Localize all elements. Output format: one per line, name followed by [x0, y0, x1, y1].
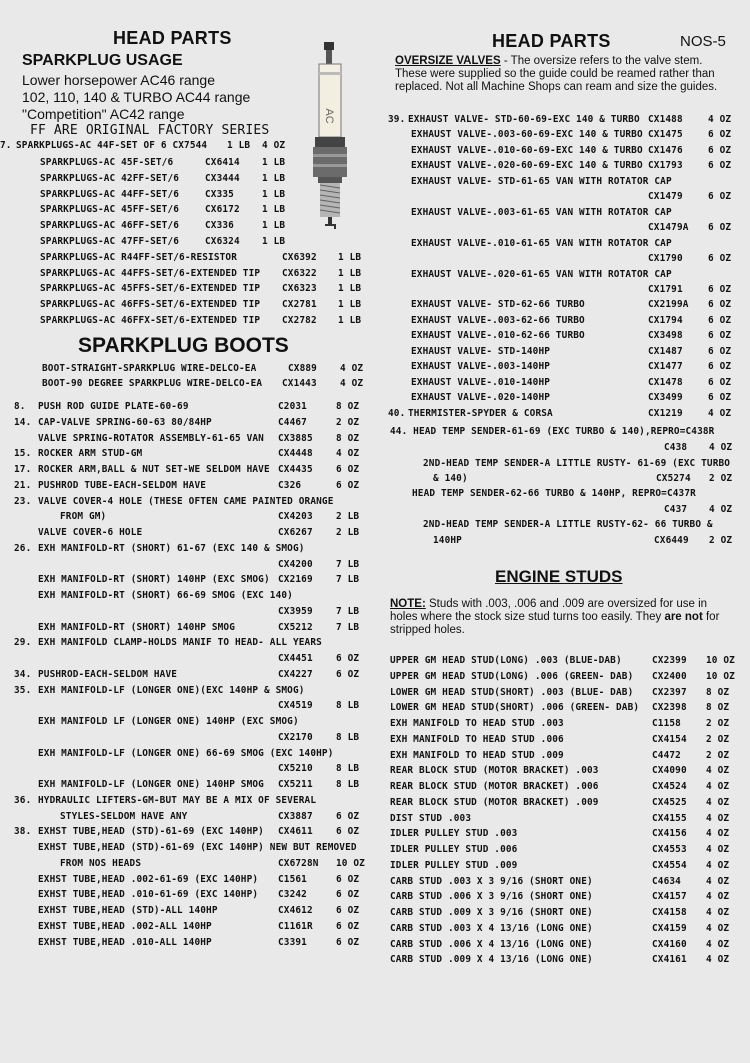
usage-line-2: 102, 110, 140 & TURBO AC44 range: [22, 89, 251, 105]
sparkplug-image: [305, 42, 355, 232]
oversize-note: [395, 55, 737, 94]
list-item: BOOT-90 DEGREE SPARKPLUG WIRE-DELCO-EA CX1443 4 OZ: [42, 378, 364, 389]
sparkplug-usage-title: SPARKPLUG USAGE: [22, 52, 183, 69]
usage-line-1: Lower horsepower AC46 range: [22, 72, 216, 88]
ff-line: FF ARE ORIGINAL FACTORY SERIES: [30, 123, 270, 138]
note-text: Studs with .003, .006 and .009 are oversized for use in holes where the stock size stud turns too easily. They: [390, 598, 708, 623]
list-item: BOOT-STRAIGHT-SPARKPLUG WIRE-DELCO-EA CX889 4 OZ: [42, 363, 364, 374]
usage-line-3: "Competition" AC42 range: [22, 106, 185, 122]
note-tail: for stripped holes.: [390, 611, 720, 636]
studs-note: [390, 598, 735, 637]
left-page-title: HEAD PARTS: [113, 28, 232, 48]
engine-studs-title: ENGINE STUDS: [495, 567, 623, 586]
right-page-title: HEAD PARTS: [492, 31, 611, 51]
list-item: 7. SPARKPLUGS-AC 44F-SET OF 6 CX7544 1 LB 4 OZ: [0, 140, 286, 151]
oversize-text: - The oversize refers to the valve stem. These were supplied so the guide could be reamed rather than replaced. Not all Machine Shops can ream and size the guides.: [395, 55, 718, 93]
svg-text:AC: AC: [323, 108, 335, 124]
boots-title: SPARKPLUG BOOTS: [78, 334, 289, 357]
note-bold: are not: [664, 611, 703, 623]
oversize-label: OVERSIZE VALVES: [395, 55, 501, 67]
note-label: NOTE:: [390, 598, 426, 610]
page-code: NOS-5: [680, 33, 726, 50]
